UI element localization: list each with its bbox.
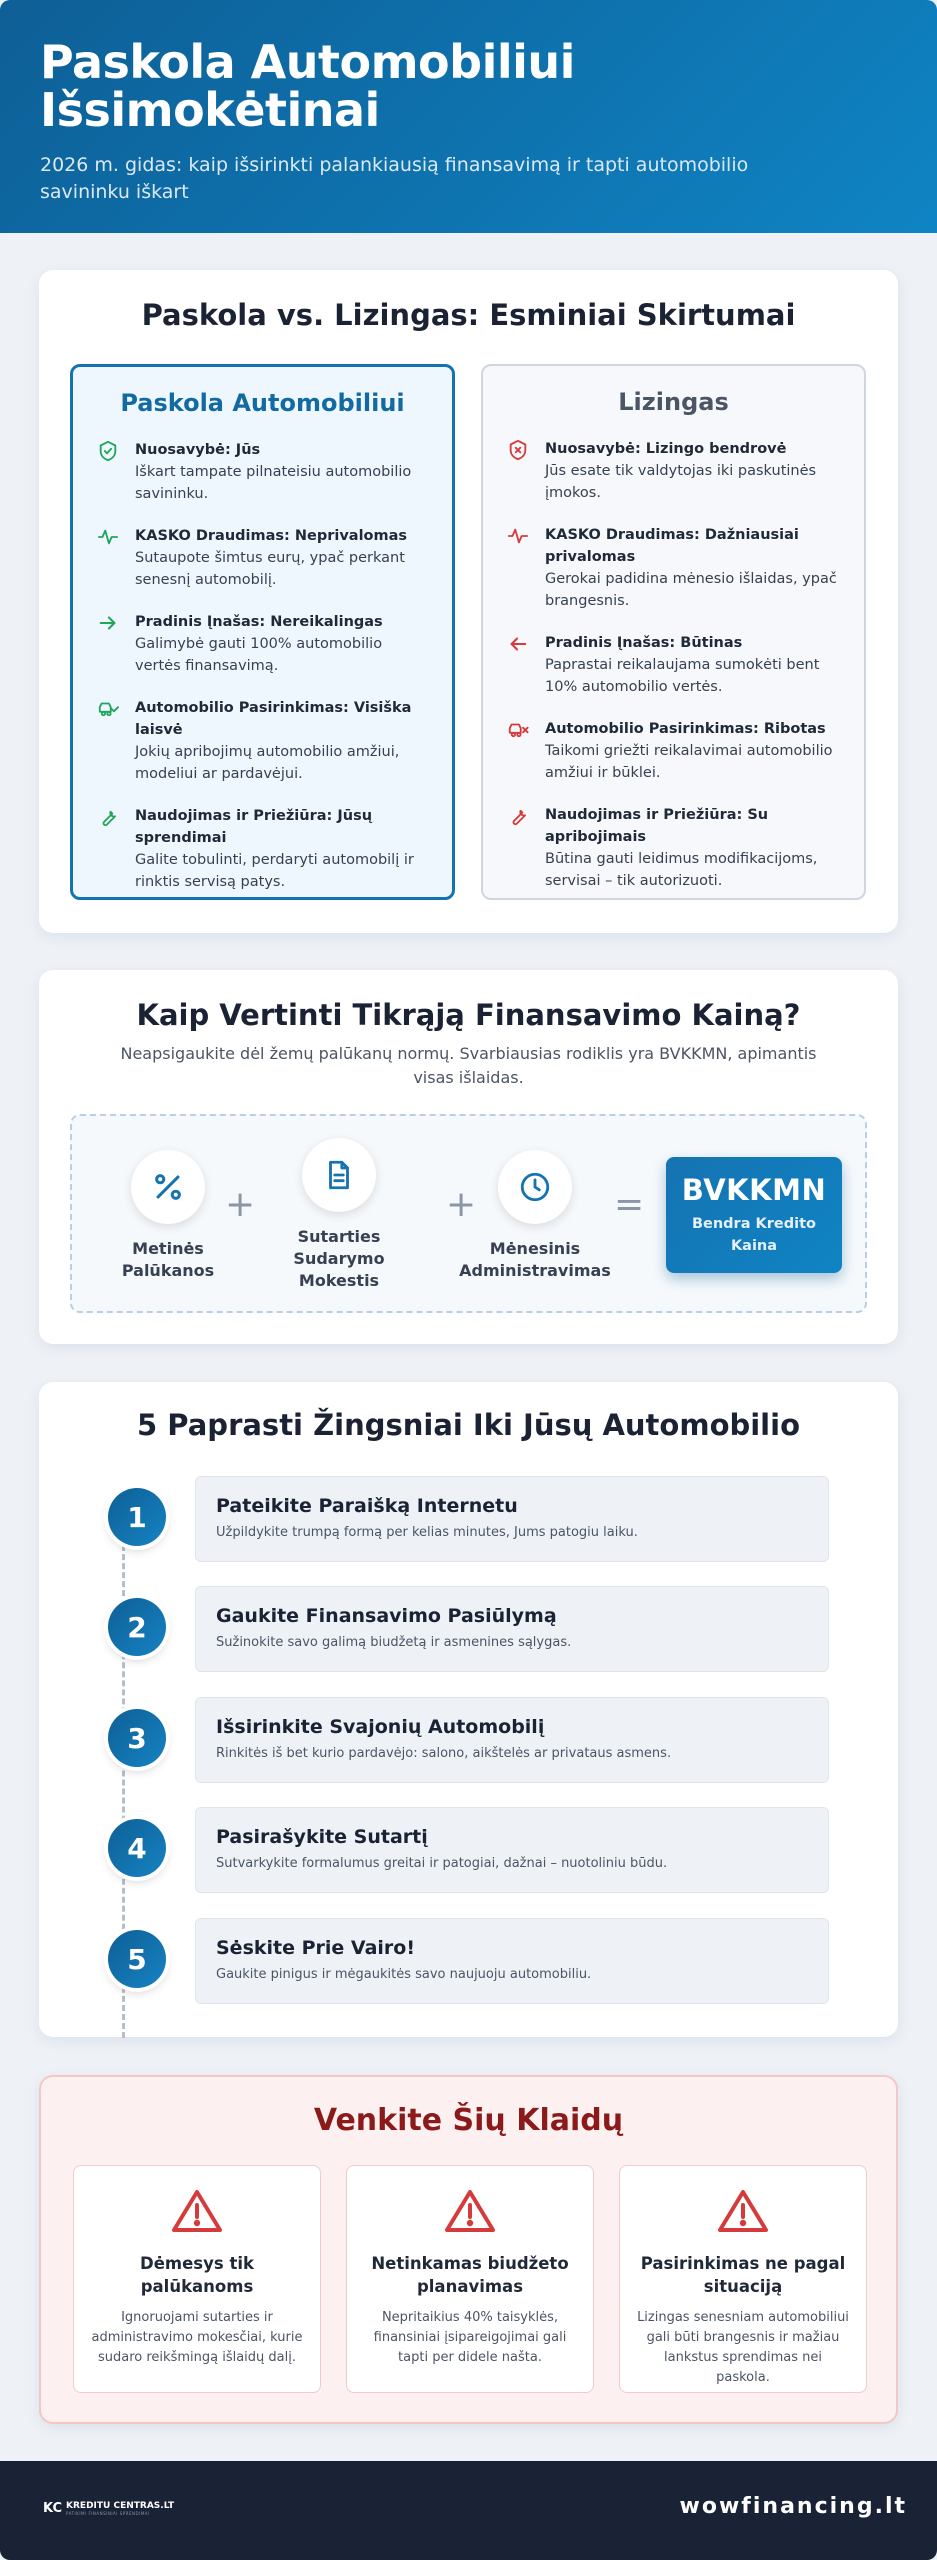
steps-title: 5 Paprasti Žingsniai Iki Jūsų Automobilio <box>136 1408 800 1442</box>
lease-item: Naudojimas ir Priežiūra: Su apribojimais Būtina gauti leidimus modifikacijoms, servisai – tik autorizuoti. <box>507 804 840 892</box>
bvkkmn-result: BVKKMN Bendra Kredito Kaina <box>666 1157 842 1273</box>
lease-item: Nuosavybė: Lizingo bendrovė Jūs esate tik valdytojas iki paskutinės įmokos. <box>507 438 840 504</box>
cost-title: Kaip Vertinti Tikrąją Finansavimo Kainą? <box>136 998 801 1032</box>
steps-section <box>39 1382 898 2037</box>
pulse-icon <box>507 525 529 612</box>
mistake-card: Dėmesys tik palūkanoms Ignoruojami sutarties ir administravimo mokesčiai, kurie sudaro reikšmingą išlaidų dalį. <box>73 2165 321 2393</box>
step-item: 1 Pateikite Paraišką Internetu Užpildykite trumpą formą per kelias minutes, Jums patogiu laiku. <box>108 1476 836 1562</box>
arrow-left-icon <box>507 633 529 698</box>
comparison-title: Paskola vs. Lizingas: Esminiai Skirtumai <box>141 298 796 332</box>
plus-sign: + <box>225 1184 256 1225</box>
lease-item: Automobilio Pasirinkimas: Ribotas Taikomi griežti reikalavimai automobilio amžiui ir būklei. <box>507 718 840 784</box>
loan-item: KASKO Draudimas: Neprivalomas Sutaupote šimtus eurų, ypač perkant senesnį automobilį. <box>97 525 428 591</box>
step-number: 3 <box>108 1709 166 1767</box>
clock-icon <box>498 1150 572 1224</box>
car-x-icon <box>507 719 529 784</box>
loan-item: Pradinis Įnašas: Nereikalingas Galimybė gauti 100% automobilio vertės finansavimą. <box>97 611 428 677</box>
comparison-section <box>39 270 898 933</box>
car-check-icon <box>97 698 119 785</box>
step-number: 1 <box>108 1488 166 1546</box>
equals-sign: = <box>614 1184 645 1225</box>
shield-check-icon <box>97 440 119 505</box>
brand-link[interactable]: wowfinancing.lt <box>679 2494 907 2519</box>
mistake-card: Pasirinkimas ne pagal situaciją Lizingas senesniam automobiliui gali būti brangesnis ir mažiau lankstus sprendimas nei paskola. <box>619 2165 867 2393</box>
loan-heading: Paskola Automobiliui <box>120 389 405 417</box>
lease-column <box>481 364 866 900</box>
step-number: 2 <box>108 1598 166 1656</box>
lease-item: KASKO Draudimas: Dažniausiai privalomas Gerokai padidina mėnesio išlaidas, ypač brangesnis. <box>507 524 840 612</box>
loan-item: Nuosavybė: Jūs Iškart tampate pilnateisiu automobilio savininku. <box>97 439 428 505</box>
arrow-right-icon <box>97 612 119 677</box>
shield-x-icon <box>507 439 529 504</box>
warning-icon <box>171 2219 223 2238</box>
header <box>0 0 937 233</box>
step-item: 2 Gaukite Finansavimo Pasiūlymą Sužinokite savo galimą biudžetą ir asmenines sąlygas. <box>108 1586 836 1672</box>
formula-item-contract-fee: Sutarties Sudarymo Mokestis <box>279 1150 399 1292</box>
cost-section <box>39 970 898 1344</box>
lease-heading: Lizingas <box>618 388 729 416</box>
kreditu-centras-logo[interactable] <box>43 2501 174 2516</box>
pulse-icon <box>97 526 119 591</box>
formula-item-admin: Mėnesinis Administravimas <box>450 1150 620 1282</box>
footer <box>0 2461 937 2560</box>
wrench-icon <box>507 805 529 892</box>
logo-name: KREDITU CENTRAS.LT <box>66 2501 175 2511</box>
step-item: 3 Išsirinkite Svajonių Automobilį Rinkitės iš bet kurio pardavėjo: salono, aikštelės ar privataus asmens. <box>108 1697 836 1783</box>
lease-item: Pradinis Įnašas: Būtinas Paprastai reikalaujama sumokėti bent 10% automobilio vertės. <box>507 632 840 698</box>
plus-sign: + <box>446 1184 477 1225</box>
wrench-icon <box>97 806 119 893</box>
warning-icon <box>444 2219 496 2238</box>
loan-column <box>70 364 455 900</box>
logo-mark: KC <box>43 2501 63 2516</box>
mistakes-section <box>39 2075 898 2424</box>
step-number: 4 <box>108 1819 166 1877</box>
step-item: 4 Pasirašykite Sutartį Sutvarkykite formalumus greitai ir patogiai, dažnai – nuotoliniu būdu. <box>108 1807 836 1893</box>
document-icon <box>302 1138 376 1212</box>
cost-subtitle: Neapsigaukite dėl žemų palūkanų normų. Svarbiausias rodiklis yra BVKKMN, apimantis visas išlaidas. <box>120 1044 817 1087</box>
loan-item: Naudojimas ir Priežiūra: Jūsų sprendimai Galite tobulinti, perdaryti automobilį ir rinktis servisą patys. <box>97 805 428 893</box>
mistake-card: Netinkamas biudžeto planavimas Nepritaikius 40% taisyklės, finansiniai įsipareigojimai gali tapti per didele našta. <box>346 2165 594 2393</box>
mistakes-title: Venkite Šių Klaidų <box>313 2103 624 2138</box>
cost-formula <box>70 1114 867 1313</box>
formula-item-interest: Metinės Palūkanos <box>108 1150 228 1282</box>
page-subtitle: 2026 m. gidas: kaip išsirinkti palankiausią finansavimą ir tapti automobilio savininku iškart <box>40 154 749 203</box>
logo-tagline: PATIKIMI FINANSINIAI SPRENDIMAI <box>66 2511 150 2516</box>
step-item: 5 Sėskite Prie Vairo! Gaukite pinigus ir mėgaukitės savo naujuoju automobiliu. <box>108 1918 836 2004</box>
loan-item: Automobilio Pasirinkimas: Visiška laisvė Jokių apribojimų automobilio amžiui, modeliui ar pardavėjui. <box>97 697 428 785</box>
warning-icon <box>717 2219 769 2238</box>
percent-icon <box>131 1150 205 1224</box>
step-number: 5 <box>108 1930 166 1988</box>
page-title: Paskola Automobiliui Išsimokėtinai <box>40 35 575 137</box>
